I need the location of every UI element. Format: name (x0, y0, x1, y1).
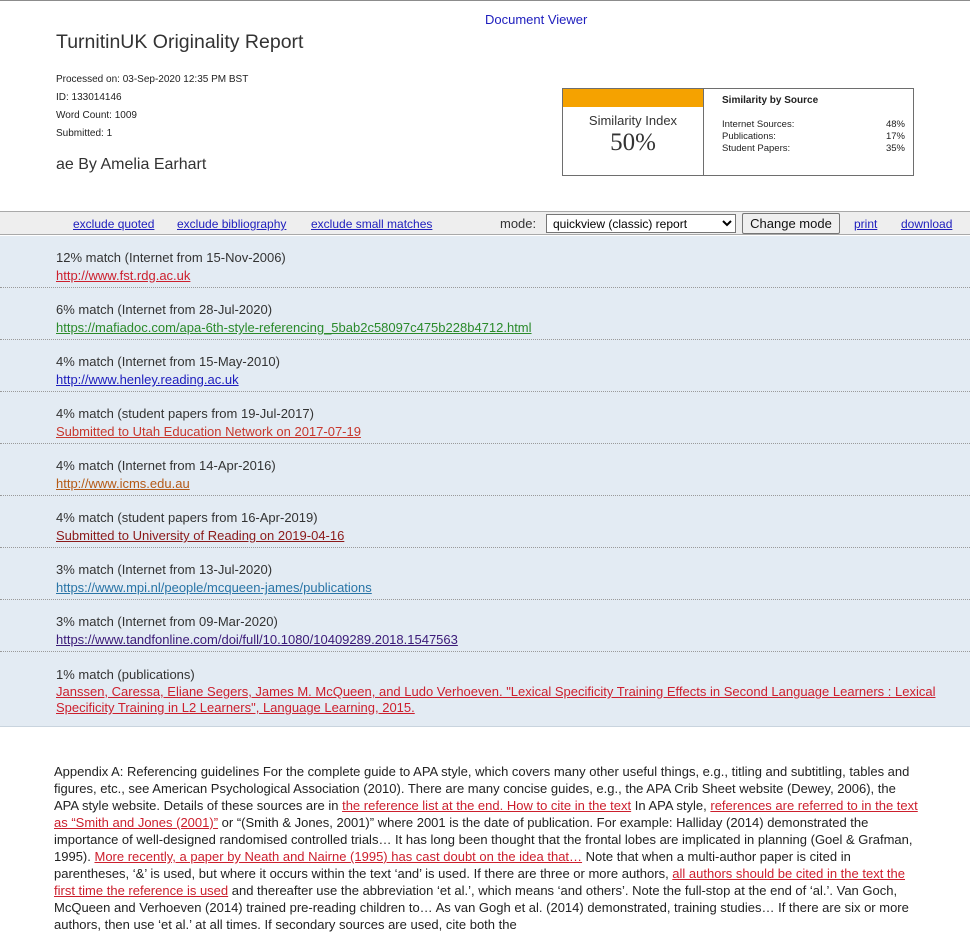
match-description: 3% match (Internet from 09-Mar-2020) (56, 614, 278, 629)
text-segment: Note that when a multi-author paper is cited in parentheses, ‘&’ is used, but where it occurs within the text ‘and’ is used. If there are three or more authors, (54, 849, 851, 881)
match-source-link[interactable]: Janssen, Caressa, Eliane Segers, James M. McQueen, and Ludo Verhoeven. "Lexical Specificity Training Effects in Second Language Learners : Lexical Specificity Training in L2 Learners", Language Learning, 2015. (56, 684, 936, 715)
highlighted-match[interactable]: references are referred to in the text as “Smith and Jones (2001)” (54, 798, 918, 830)
text-segment: and thereafter use the abbreviation ‘et al.’, which means ‘and others’. Note the full-stop at the end of ‘al.’. Van Goch, McQueen and Verhoeven (2014) trained pre-reading children to… As van Gogh et al. (2014) demonstrated, training studies… If there are six or more authors, then use ‘et al.’ at all times. If secondary sources are used, cite both the (54, 883, 909, 932)
match-source-link[interactable]: Submitted to Utah Education Network on 2017-07-19 (56, 424, 361, 439)
similarity-by-source-title: Similarity by Source (722, 95, 819, 106)
page-title: TurnitinUK Originality Report (56, 31, 304, 53)
text-segment: In APA style, (631, 798, 711, 813)
match-description: 4% match (student papers from 19-Jul-2017) (56, 406, 314, 421)
match-source-link[interactable]: https://www.mpi.nl/people/mcqueen-james/publications (56, 580, 372, 595)
highlighted-match[interactable]: More recently, a paper by Neath and Nairne (1995) has cast doubt on the idea that… (94, 849, 583, 864)
similarity-index (563, 89, 704, 175)
source-label: Student Papers: (722, 143, 791, 154)
source-value: 17% (885, 131, 905, 142)
match-list (0, 236, 970, 727)
similarity-index-value: 50% (610, 129, 656, 156)
match-description: 6% match (Internet from 28-Jul-2020) (56, 302, 273, 317)
download-link[interactable]: download (901, 217, 953, 231)
similarity-index-label: Similarity Index (588, 113, 678, 128)
match-description: 4% match (Internet from 14-Apr-2016) (56, 458, 276, 473)
exclude-quoted-link[interactable]: exclude quoted (73, 217, 155, 231)
match-description: 12% match (Internet from 15-Nov-2006) (56, 250, 286, 265)
highlighted-match[interactable]: the reference list at the end. How to cite in the text (342, 798, 632, 813)
source-label: Publications: (722, 131, 776, 142)
match-description: 1% match (publications) (56, 667, 195, 682)
change-mode-button[interactable]: Change mode (742, 213, 840, 234)
source-row-student-papers (722, 143, 905, 155)
match-item (0, 548, 970, 600)
report-metadata (56, 71, 248, 143)
submitted-count: Submitted: 1 (56, 128, 113, 139)
print-link[interactable]: print (854, 217, 878, 231)
text-segment: Appendix A: Referencing guidelines For the complete guide to APA style, which covers many other useful things, e.g., titling and subtitling, tables and figures, etc., see American Psychological Association (2010). There are many concise guides, e.g., the APA Crib Sheet website (Dewey, 2006), the APA style website. Details of these sources are in (54, 764, 910, 813)
word-count: Word Count: 1009 (56, 110, 137, 121)
match-item (0, 392, 970, 444)
match-source-link[interactable]: http://www.fst.rdg.ac.uk (56, 268, 191, 283)
source-value: 48% (885, 119, 905, 130)
match-source-link[interactable]: http://www.icms.edu.au (56, 476, 190, 491)
similarity-color-bar (563, 89, 703, 107)
match-description: 4% match (student papers from 16-Apr-2019) (56, 510, 318, 525)
match-description: 4% match (Internet from 15-May-2010) (56, 354, 280, 369)
highlighted-match[interactable]: all authors should be cited in the text the first time the reference is used (54, 866, 906, 898)
match-item (0, 652, 970, 727)
match-source-link[interactable]: https://mafiadoc.com/apa-6th-style-referencing_5bab2c58097c475b228b4712.html (56, 320, 532, 335)
mode-select[interactable] (546, 214, 736, 233)
match-source-link[interactable]: https://www.tandfonline.com/doi/full/10.1080/10409289.2018.1547563 (56, 632, 458, 647)
text-segment: or “(Smith & Jones, 2001)” where 2001 is the date of publication. For example: Halliday (2014) demonstrated the importance of well-designed randomised controlled trials… It has long been thought that the frontal lobes are implicated in planning (Goel & Grafman, 1995). (54, 815, 913, 864)
source-label: Internet Sources: (722, 119, 795, 130)
submission-author: ae By Amelia Earhart (56, 156, 207, 173)
match-item (0, 340, 970, 392)
source-value: 35% (885, 143, 905, 154)
match-item (0, 236, 970, 288)
similarity-by-source (704, 89, 913, 175)
document-viewer-link[interactable]: Document Viewer (485, 12, 588, 27)
match-item (0, 288, 970, 340)
source-row-internet (722, 119, 905, 131)
source-row-publications (722, 131, 905, 143)
match-item (0, 600, 970, 652)
mode-label: mode: (500, 216, 537, 231)
exclude-small-matches-link[interactable]: exclude small matches (311, 217, 433, 231)
report-toolbar (0, 211, 970, 235)
match-item (0, 496, 970, 548)
match-source-link[interactable]: Submitted to University of Reading on 2019-04-16 (56, 528, 345, 543)
match-item (0, 444, 970, 496)
match-source-link[interactable]: http://www.henley.reading.ac.uk (56, 372, 239, 387)
match-description: 3% match (Internet from 13-Jul-2020) (56, 562, 273, 577)
report-id: ID: 133014146 (56, 92, 122, 103)
submission-text (54, 763, 920, 933)
similarity-panel (562, 88, 914, 176)
exclude-bibliography-link[interactable]: exclude bibliography (177, 217, 287, 231)
processed-on: Processed on: 03-Sep-2020 12:35 PM BST (56, 74, 249, 85)
